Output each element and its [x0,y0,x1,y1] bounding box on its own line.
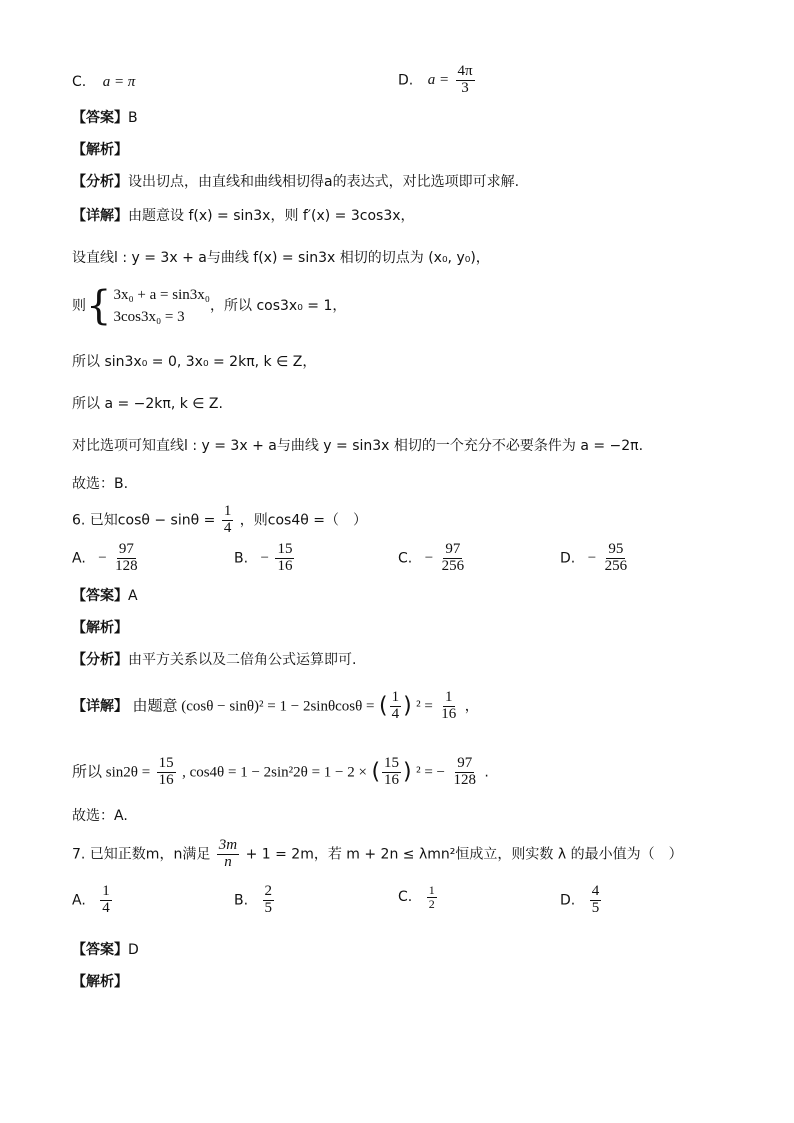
option-label: D. [398,72,414,89]
left-paren-icon: ( [371,759,381,785]
q7-option-b [234,884,276,917]
option-fraction [440,542,467,575]
answer-tag: 【答案】 [72,110,128,126]
q7-option-c [398,884,439,910]
q6-option-b [234,542,296,575]
q5-line-c [72,394,223,414]
fraction-denominator: 4 [102,899,110,916]
option-label: C. [398,889,413,906]
answer-tag: 【答案】 [72,942,128,958]
left-paren-icon: ( [378,693,388,719]
q5-line-d [72,436,643,456]
option-sign: − [587,550,597,567]
system-rows [113,284,210,328]
q5-choose [72,474,128,494]
fraction-numerator: 15 [277,541,293,557]
option-label: C. [398,550,413,567]
stem-fraction [222,504,234,537]
option-label: D. [560,892,576,909]
fraction-denominator: 16 [441,705,457,722]
fraction-denominator: 3 [461,79,469,96]
solution-fraction [382,756,401,789]
q6-stem [72,504,367,537]
fraction-numerator: 1 [428,883,435,897]
q5-option-d [398,64,477,97]
answer-value: B [128,110,138,126]
solution-line: 所以 sin3x₀ = 0, 3x₀ = 2kπ, k ∈ Z， [72,354,317,370]
option-fraction [456,64,475,97]
system-row: 3cos3x₀ = 3 [113,309,185,325]
fenxi-tag: 【分析】 [72,652,128,668]
fraction-denominator: 4 [223,519,232,536]
q6-option-a [72,542,142,575]
q6-analysis-heading [72,618,128,638]
q5-line-b [72,352,316,372]
fraction-denominator: 4 [391,705,400,722]
option-sign: − [424,550,434,567]
answer-value: A [128,588,138,604]
fraction-numerator: 1 [223,503,232,519]
q5-detail [72,206,415,226]
detail-tag: 【详解】 [72,208,128,224]
q6-option-c [398,542,468,575]
fraction-numerator: 97 [118,541,134,557]
detail-fraction [439,690,458,723]
fraction-numerator: 1 [391,689,400,705]
fraction-denominator: 2 [428,896,435,911]
detail-expr: 由题意 (cosθ − sinθ)² = 1 − 2sinθcosθ = [132,698,375,715]
equation-system [72,284,346,328]
right-paren-icon: ) [403,693,412,719]
fenxi-text: 设出切点，由直线和曲线相切得a的表达式，对比选项即可求解. [128,174,520,190]
q5-answer [72,108,138,128]
q5-system [72,284,346,328]
fraction-denominator: 128 [115,557,138,574]
solution-line: 所以 a = −2kπ, k ∈ Z. [72,396,223,412]
question-stem-end: + 1 = 2m，若 m + 2n ≤ λmn²恒成立，则实数 λ 的最小值为（ ） [245,846,683,863]
option-fraction [263,884,275,917]
fenxi-tag: 【分析】 [72,174,128,190]
option-fraction [590,884,602,917]
solution-expr: 所以 sin2θ = [72,764,151,781]
analysis-tag: 【解析】 [72,974,128,990]
fraction-numerator: 1 [102,883,110,899]
fenxi-text: 由平方关系以及二倍角公式运算即可. [128,652,357,668]
system-row: 3x₀ + a = sin3x₀ [113,287,210,303]
detail-expr: ， [464,698,479,715]
detail-text: 由题意设 f(x) = sin3x，则 f′(x) = 3cos3x， [128,208,415,224]
solution-line: 设直线l : y = 3x + a与曲线 f(x) = sin3x 相切的切点为 (x₀, y₀)， [72,250,490,266]
detail-fraction [390,690,402,723]
fraction-numerator: 15 [384,755,400,771]
solution-expr: . [484,764,489,781]
fraction-denominator: 256 [441,557,465,574]
option-expr: a = [427,72,450,89]
option-sign: − [98,550,107,567]
choose-text: 故选：B. [72,476,129,492]
q7-answer [72,940,139,960]
solution-fraction [157,756,176,789]
question-stem-end: ，则cos4θ =（ ） [239,512,367,529]
option-fraction [100,884,112,917]
option-expr: a = π [102,74,136,90]
fraction-numerator: 95 [608,541,624,557]
q6-option-d [560,542,631,575]
solution-fraction [451,756,478,789]
solution-line: 对比选项可知直线l : y = 3x + a与曲线 y = sin3x 相切的一个充分不必要条件为 a = −2π. [72,438,644,454]
option-label: A. [72,892,86,909]
option-label: B. [234,892,249,909]
q5-line-a [72,248,490,268]
q5-fenxi [72,172,519,192]
question-stem: 7. 已知正数m，n满足 [72,846,211,863]
q6-fenxi [72,650,356,670]
answer-value: D [128,942,139,958]
q6-choose [72,806,128,826]
q5-option-c [72,72,135,92]
detail-tag: 【详解】 [72,698,128,715]
option-fraction [427,884,437,910]
q6-answer [72,586,138,606]
stem-fraction [217,838,239,871]
solution-expr: , cos4θ = 1 − 2sin²2θ = 1 − 2 × [182,764,367,781]
option-label: A. [72,550,86,567]
fraction-denominator: 5 [591,899,600,916]
choose-text: 故选：A. [72,808,128,824]
fraction-numerator: 4π [457,63,473,79]
question-stem: 6. 已知cosθ − sinθ = [72,512,216,529]
fraction-numerator: 3m [218,837,238,853]
fraction-denominator: 256 [604,557,628,574]
fraction-numerator: 97 [457,755,473,771]
option-label: D. [560,550,576,567]
fraction-denominator: n [224,853,232,870]
q7-option-d [560,884,603,917]
q5-analysis-heading [72,140,128,160]
option-fraction [275,542,294,575]
answer-tag: 【答案】 [72,588,128,604]
q7-stem [72,838,683,871]
system-suffix: ，所以 cos3x₀ = 1， [210,298,347,314]
fraction-denominator: 16 [277,557,293,574]
system-prefix: 则 [72,298,86,314]
fraction-numerator: 1 [445,689,453,705]
option-label: C. [72,74,87,90]
q6-detail [72,690,479,723]
option-sign: − [260,550,269,567]
fraction-denominator: 128 [453,771,476,788]
option-label: B. [234,550,249,567]
q7-option-a [72,884,114,917]
detail-expr: ² = [416,698,433,715]
right-paren-icon: ) [403,759,412,785]
fraction-numerator: 15 [158,755,174,771]
fraction-numerator: 2 [264,883,273,899]
left-brace-icon: { [86,283,112,329]
solution-expr: ² = − [416,764,445,781]
q7-analysis-heading [72,972,128,992]
option-fraction [603,542,630,575]
option-fraction [113,542,140,575]
fraction-denominator: 16 [384,771,400,788]
analysis-tag: 【解析】 [72,620,128,636]
fraction-numerator: 4 [591,883,600,899]
fraction-numerator: 97 [445,541,461,557]
q6-line-2 [72,756,489,789]
analysis-tag: 【解析】 [72,142,128,158]
fraction-denominator: 5 [264,899,273,916]
fraction-denominator: 16 [158,771,174,788]
